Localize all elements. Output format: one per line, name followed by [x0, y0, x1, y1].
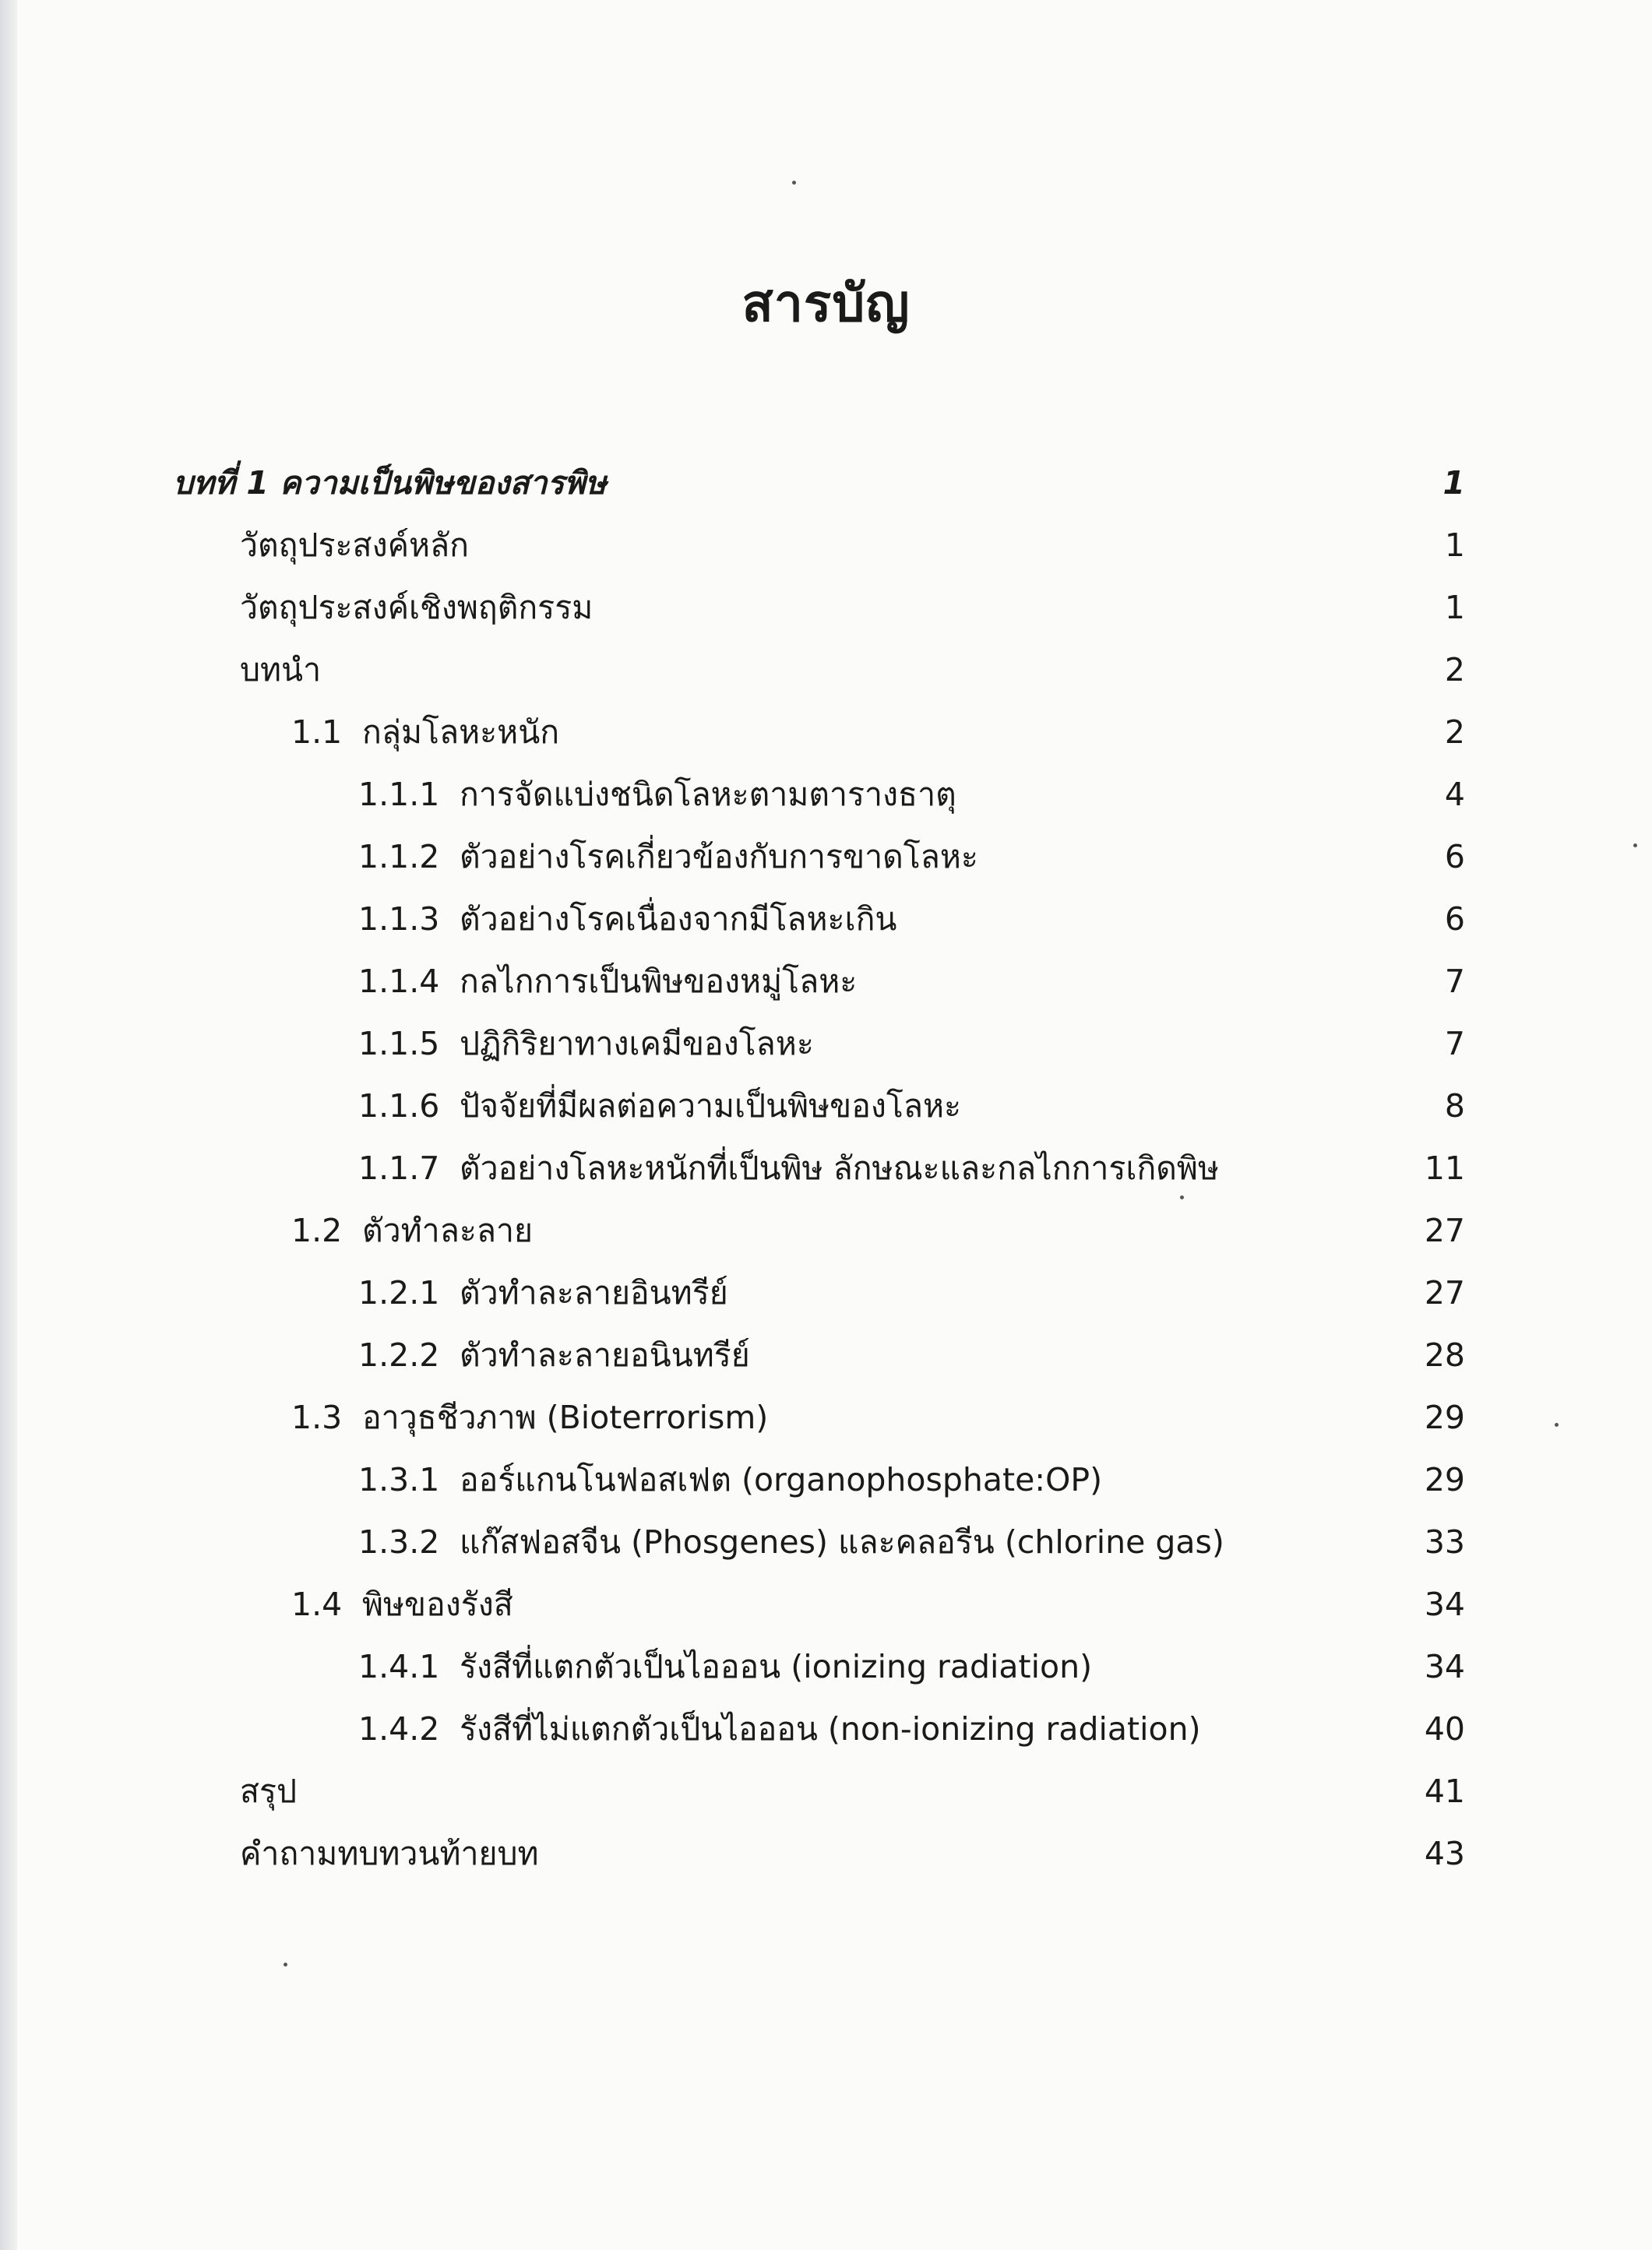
toc-subsection-page: 29 [1424, 1461, 1465, 1498]
toc-entry-page: 1 [1444, 589, 1465, 626]
toc-title: สารบัญ [741, 273, 911, 333]
toc-subsection-label: ปัจจัยที่มีผลต่อความเป็นพิษของโลหะ [460, 1087, 962, 1125]
toc-entry-label: บทนำ [240, 651, 322, 688]
toc-entry[interactable] [0, 639, 1652, 701]
toc-entry-page: 41 [1424, 1773, 1465, 1810]
toc-subsection[interactable] [0, 1698, 1652, 1760]
toc-section-page: 27 [1424, 1212, 1465, 1249]
toc-subsection-page: 34 [1424, 1648, 1465, 1685]
toc-subsection-label: ออร์แกนโนฟอสเฟต (organophosphate:OP) [460, 1461, 1103, 1498]
toc-subsection-page: 27 [1424, 1274, 1465, 1312]
scan-speck [1180, 1195, 1184, 1199]
toc-subsection-page: 8 [1444, 1087, 1465, 1125]
toc-subsection-page: 33 [1424, 1523, 1465, 1561]
toc-entry-page: 2 [1444, 651, 1465, 688]
toc-section-number: 1.2 [291, 1212, 343, 1249]
toc-subsection[interactable] [0, 1324, 1652, 1386]
toc-subsection-number: 1.1.3 [358, 900, 440, 938]
toc-subsection-label: ตัวทำละลายอนินทรีย์ [460, 1336, 750, 1374]
toc-section[interactable] [0, 1386, 1652, 1449]
toc-subsection-page: 6 [1444, 900, 1465, 938]
toc-subsection-number: 1.4.1 [358, 1648, 440, 1685]
toc-subsection-label: กลไกการเป็นพิษของหมู่โลหะ [460, 963, 858, 1000]
toc-subsection-page: 40 [1424, 1710, 1465, 1748]
toc-section-label: กลุ่มโลหะหนัก [362, 713, 560, 751]
toc-subsection-page: 4 [1444, 776, 1465, 813]
toc-subsection-label: ปฏิกิริยาทางเคมีของโลหะ [460, 1025, 814, 1062]
toc-subsection[interactable] [0, 950, 1652, 1012]
toc-subsection-label: ตัวอย่างโรคเนื่องจากมีโลหะเกิน [460, 900, 897, 938]
toc-entry-label: วัตถุประสงค์เชิงพฤติกรรม [240, 589, 594, 626]
toc-subsection[interactable] [0, 888, 1652, 950]
toc-subsection-label: แก๊สฟอสจีน (Phosgenes) และคลอรีน (chlorine gas) [460, 1523, 1224, 1561]
toc-subsection[interactable] [0, 1075, 1652, 1137]
toc-section[interactable] [0, 701, 1652, 763]
toc-chapter-label: บทที่ 1 ความเป็นพิษของสารพิษ [173, 464, 607, 502]
toc-subsection-page: 11 [1424, 1150, 1465, 1187]
toc-subsection-number: 1.1.6 [358, 1087, 440, 1125]
toc-subsection-number: 1.2.1 [358, 1274, 440, 1312]
toc-subsection-page: 7 [1444, 1025, 1465, 1062]
scan-speck [792, 181, 796, 185]
toc-subsection[interactable] [0, 1262, 1652, 1324]
toc-entry-label: สรุป [240, 1773, 298, 1810]
toc-subsection-number: 1.1.7 [358, 1150, 440, 1187]
toc-subsection[interactable] [0, 1636, 1652, 1698]
scan-speck [1555, 1423, 1559, 1427]
toc-section-number: 1.3 [291, 1399, 343, 1436]
toc-section-page: 2 [1444, 713, 1465, 751]
toc-subsection-number: 1.1.1 [358, 776, 440, 813]
toc-chapter-row[interactable] [0, 452, 1652, 514]
toc-subsection-label: การจัดแบ่งชนิดโลหะตามตารางธาตุ [460, 776, 956, 813]
toc-subsection-page: 6 [1444, 838, 1465, 875]
toc-subsection-number: 1.3.1 [358, 1461, 440, 1498]
toc-subsection-label: ตัวทำละลายอินทรีย์ [460, 1274, 728, 1312]
toc-subsection[interactable] [0, 1449, 1652, 1511]
toc-entry-label: วัตถุประสงค์หลัก [240, 526, 469, 564]
toc-subsection-number: 1.1.4 [358, 963, 440, 1000]
toc-subsection-number: 1.1.5 [358, 1025, 440, 1062]
toc-section-label: ตัวทำละลาย [362, 1212, 534, 1249]
toc-entry[interactable] [0, 576, 1652, 639]
toc-section-page: 34 [1424, 1586, 1465, 1623]
toc-subsection[interactable] [0, 826, 1652, 888]
toc-section[interactable] [0, 1199, 1652, 1262]
toc-subsection[interactable] [0, 1137, 1652, 1199]
toc-entry[interactable] [0, 1760, 1652, 1822]
toc-subsection-number: 1.3.2 [358, 1523, 440, 1561]
toc-section-number: 1.1 [291, 713, 343, 751]
toc-subsection-label: ตัวอย่างโลหะหนักที่เป็นพิษ ลักษณะและกลไกการเกิดพิษ [460, 1150, 1219, 1187]
toc-section-number: 1.4 [291, 1586, 343, 1623]
table-of-contents [0, 452, 1652, 1885]
toc-entry-page: 1 [1444, 526, 1465, 564]
toc-entry-label: คำถามทบทวนท้ายบท [240, 1835, 539, 1872]
scan-speck [284, 1963, 287, 1967]
toc-subsection-number: 1.1.2 [358, 838, 440, 875]
toc-section-label: อาวุธชีวภาพ (Bioterrorism) [362, 1399, 769, 1436]
toc-chapter-page: 1 [1442, 464, 1465, 502]
toc-subsection[interactable] [0, 1012, 1652, 1075]
toc-subsection[interactable] [0, 763, 1652, 826]
toc-subsection-page: 28 [1424, 1336, 1465, 1374]
toc-subsection[interactable] [0, 1511, 1652, 1573]
toc-section-page: 29 [1424, 1399, 1465, 1436]
toc-subsection-label: รังสีที่แตกตัวเป็นไอออน (ionizing radiation) [460, 1648, 1093, 1685]
toc-subsection-label: ตัวอย่างโรคเกี่ยวข้องกับการขาดโลหะ [460, 838, 978, 875]
toc-entry[interactable] [0, 514, 1652, 576]
scan-speck [1633, 843, 1637, 847]
toc-section-label: พิษของรังสี [362, 1586, 513, 1623]
toc-subsection-number: 1.4.2 [358, 1710, 440, 1748]
toc-entry-page: 43 [1424, 1835, 1465, 1872]
toc-subsection-page: 7 [1444, 963, 1465, 1000]
toc-section[interactable] [0, 1573, 1652, 1636]
toc-subsection-number: 1.2.2 [358, 1336, 440, 1374]
toc-entry[interactable] [0, 1822, 1652, 1885]
toc-subsection-label: รังสีที่ไม่แตกตัวเป็นไอออน (non-ionizing radiation) [460, 1710, 1201, 1748]
